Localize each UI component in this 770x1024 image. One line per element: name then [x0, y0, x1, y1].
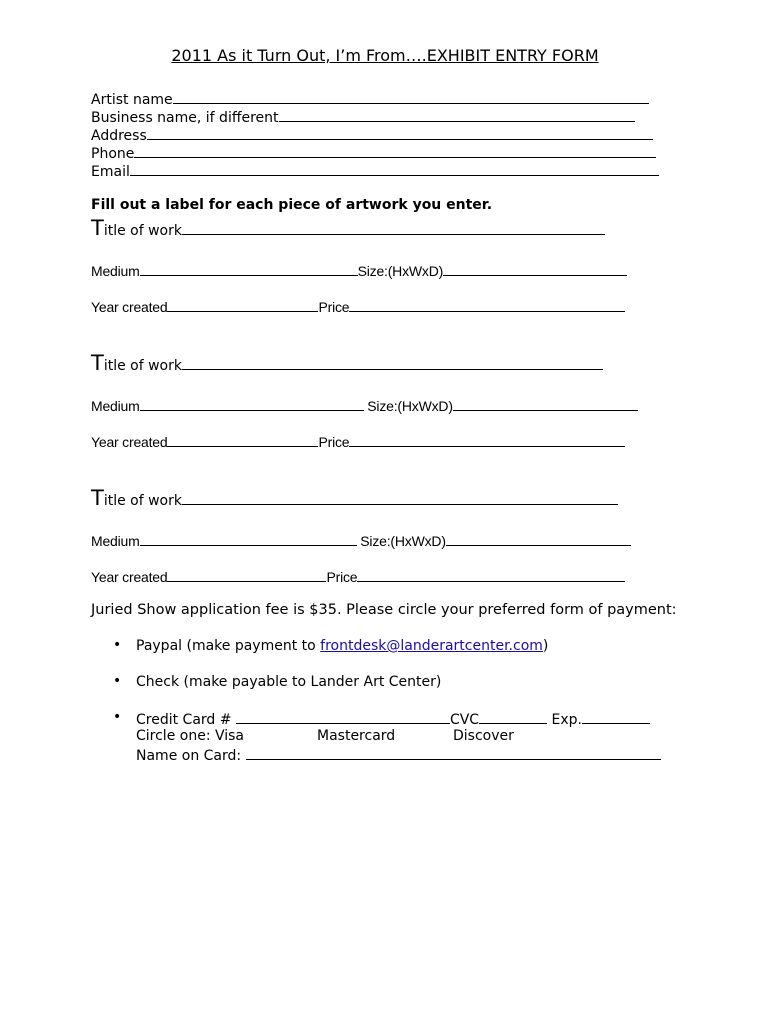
title-initial: T: [91, 486, 104, 510]
medium-size-row-3[interactable]: [91, 531, 631, 549]
instruction-text: Fill out a label for each piece of artwork you enter.: [91, 197, 493, 213]
fee-text: Juried Show application fee is $35. Please circle your preferred form of payment:: [91, 602, 677, 618]
paypal-option: [136, 637, 548, 655]
business-name-label: Business name, if different: [91, 110, 279, 126]
year-price-row-3[interactable]: [91, 567, 625, 585]
artist-name-field[interactable]: [91, 89, 649, 109]
name-on-card-label: Name on Card:: [136, 748, 242, 764]
phone-label: Phone: [91, 146, 135, 162]
email-blank[interactable]: [130, 161, 659, 176]
artist-name-label: Artist name: [91, 92, 173, 108]
size-label: Size:(HxWxD): [367, 398, 453, 414]
year-created-label: Year created: [91, 299, 168, 315]
credit-card-label: Credit Card #: [136, 712, 232, 728]
medium-blank[interactable]: [140, 531, 357, 546]
title-of-work-label: itle of work: [103, 358, 182, 374]
name-on-card-row[interactable]: [136, 745, 661, 765]
title-of-work-field-2[interactable]: [91, 353, 603, 374]
exp-blank[interactable]: [582, 709, 650, 724]
title-of-work-blank[interactable]: [182, 355, 603, 370]
bullet-icon: •: [113, 673, 122, 689]
price-label: Price: [326, 569, 358, 585]
phone-blank[interactable]: [134, 143, 656, 158]
size-label: Size:(HxWxD): [360, 533, 446, 549]
title-of-work-field-3[interactable]: [91, 488, 618, 509]
paypal-suffix: ): [542, 638, 549, 654]
medium-label: Medium: [91, 533, 140, 549]
size-label: Size:(HxWxD): [357, 263, 444, 279]
title-of-work-blank[interactable]: [182, 490, 618, 505]
title-of-work-label: itle of work: [103, 493, 182, 509]
bullet-icon: •: [113, 709, 122, 725]
card-type-mastercard[interactable]: Mastercard: [317, 728, 396, 744]
card-type-discover[interactable]: Discover: [453, 728, 514, 744]
title-initial: T: [91, 351, 104, 375]
title-of-work-label: itle of work: [103, 223, 182, 239]
medium-label: Medium: [91, 398, 140, 414]
year-price-row-2[interactable]: [91, 432, 625, 450]
price-label: Price: [318, 434, 350, 450]
credit-card-row[interactable]: [136, 709, 650, 729]
price-blank[interactable]: [349, 432, 625, 447]
paypal-prefix: Paypal (make payment to: [136, 638, 321, 654]
cvc-blank[interactable]: [479, 709, 547, 724]
phone-field[interactable]: [91, 143, 656, 163]
medium-label: Medium: [91, 263, 140, 279]
card-type-visa[interactable]: Circle one: Visa: [136, 728, 245, 744]
email-field[interactable]: [91, 161, 659, 181]
name-on-card-blank[interactable]: [246, 745, 661, 760]
business-name-blank[interactable]: [279, 107, 635, 122]
paypal-email-link[interactable]: frontdesk@landerartcenter.com: [320, 638, 543, 654]
cvc-label: CVC: [449, 712, 480, 728]
bullet-icon: •: [113, 637, 122, 653]
year-created-label: Year created: [91, 569, 168, 585]
email-label: Email: [91, 164, 130, 180]
address-field[interactable]: [91, 125, 653, 145]
medium-blank[interactable]: [140, 396, 364, 411]
form-title: 2011 As it Turn Out, I’m From….EXHIBIT ENTRY FORM: [171, 46, 599, 65]
check-option: Check (make payable to Lander Art Center): [136, 674, 442, 690]
year-created-label: Year created: [91, 434, 168, 450]
medium-size-row-1[interactable]: [91, 261, 627, 279]
medium-blank[interactable]: [140, 261, 358, 276]
exp-label: Exp.: [551, 712, 582, 728]
price-blank[interactable]: [357, 567, 625, 582]
artist-name-blank[interactable]: [173, 89, 649, 104]
address-blank[interactable]: [147, 125, 653, 140]
business-name-field[interactable]: [91, 107, 635, 127]
price-label: Price: [318, 299, 350, 315]
year-created-blank[interactable]: [167, 567, 326, 582]
year-created-blank[interactable]: [167, 297, 318, 312]
title-initial: T: [91, 216, 104, 240]
medium-size-row-2[interactable]: [91, 396, 638, 414]
credit-card-blank[interactable]: [236, 709, 450, 724]
size-blank[interactable]: [453, 396, 638, 411]
size-blank[interactable]: [443, 261, 627, 276]
price-blank[interactable]: [349, 297, 625, 312]
title-of-work-field-1[interactable]: [91, 218, 605, 239]
address-label: Address: [91, 128, 147, 144]
title-of-work-blank[interactable]: [182, 220, 605, 235]
size-blank[interactable]: [446, 531, 631, 546]
year-price-row-1[interactable]: [91, 297, 625, 315]
year-created-blank[interactable]: [167, 432, 318, 447]
